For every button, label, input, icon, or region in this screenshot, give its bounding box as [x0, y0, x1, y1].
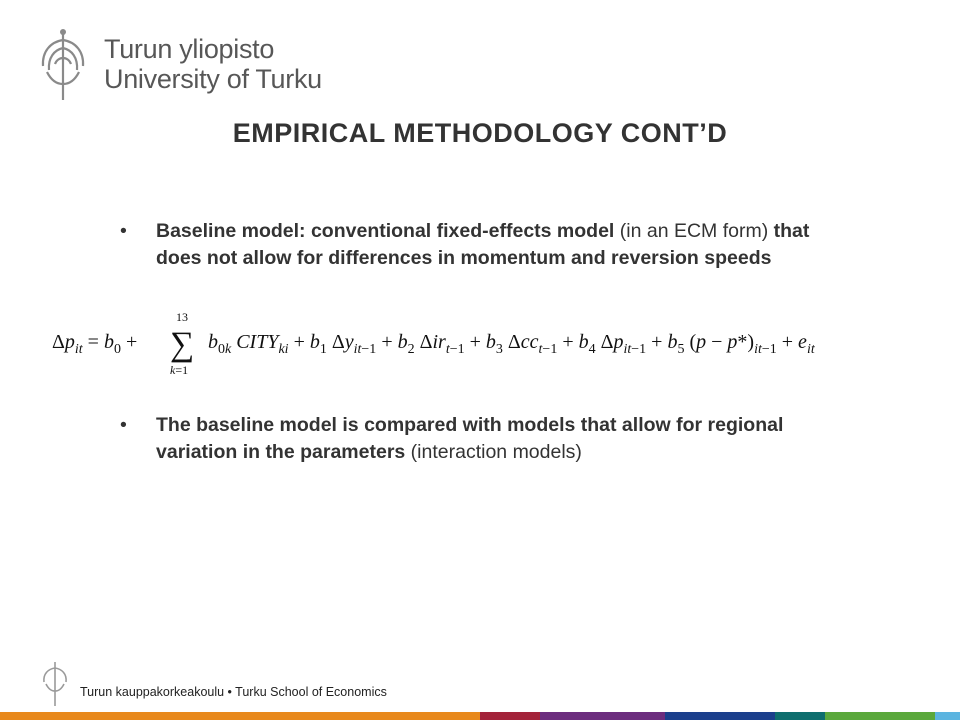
bullet-marker: •	[120, 414, 127, 436]
color-segment-teal	[775, 712, 825, 720]
bullet-normal-text: (interaction models)	[405, 441, 582, 463]
bullet-bold-text-2: that does not allow for differences in momentum and reversion speeds	[156, 220, 810, 269]
bullet-bold-text: Baseline model: conventional fixed-effects model	[156, 220, 615, 242]
svg-text:k=1: k=1	[170, 363, 189, 377]
school-emblem-icon	[40, 660, 70, 708]
bullet-normal-text: (in an ECM form)	[614, 220, 774, 242]
bullet-text	[156, 218, 840, 272]
university-name-english: University of Turku	[104, 64, 322, 94]
university-logo	[34, 26, 322, 106]
bullet-comparison-models	[120, 412, 840, 466]
bullet-marker: •	[120, 220, 127, 242]
university-name-finnish: Turun yliopisto	[104, 34, 275, 64]
color-segment-light-blue	[935, 712, 960, 720]
footer-school-name: Turun kauppakorkeakoulu • Turku School of Economics	[80, 685, 387, 699]
color-segment-orange	[0, 712, 360, 720]
baseline-equation	[50, 308, 930, 378]
color-segment-orange-2	[360, 712, 480, 720]
university-emblem-icon	[34, 26, 92, 102]
university-name	[104, 34, 322, 94]
svg-text:Δpit = b0 +: $\Delta p_{it}$ = $b_0$ +	[52, 331, 138, 357]
svg-text:∑: ∑	[170, 326, 195, 363]
color-segment-green	[825, 712, 935, 720]
bullet-text	[156, 412, 840, 466]
svg-text:13: 13	[176, 310, 188, 324]
footer-color-bar	[0, 712, 960, 720]
bullet-bold-text: The baseline model is compared with models that allow for regional variation in the parameters	[156, 414, 784, 463]
slide-title: EMPIRICAL METHODOLOGY CONT’D	[232, 118, 728, 148]
svg-text:b0k CITYki + b1 Δ: $b_0k$ $CITY_{ki}$ + $b_1$ $\Delta y_{it}-1$ + $b_2$ Δir$_t$−1 + $b_3$ Δcc$_t$−1 + $b_4$ $\Delta p_{it}-1$ + $b_5$ $(p - p*)_{it}-1$ + $e_{it}$	[208, 331, 815, 357]
color-segment-blue	[665, 712, 775, 720]
color-segment-red	[480, 712, 540, 720]
bullet-baseline-model	[120, 218, 840, 272]
color-segment-purple	[540, 712, 665, 720]
